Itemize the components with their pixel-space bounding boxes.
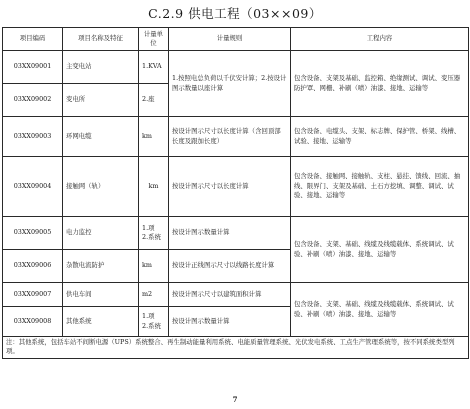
table-row: [3, 217, 469, 250]
item-unit: 2.座: [139, 84, 169, 117]
item-code: 03XX09006: [3, 250, 63, 283]
table-row: [3, 157, 469, 217]
item-unit: km: [139, 117, 169, 157]
item-code: 03XX09003: [3, 117, 63, 157]
item-rule: 按设计正线图示尺寸以线路长度计算: [169, 250, 291, 283]
item-rule: 按设计图示数量计算: [169, 217, 291, 250]
item-code: 03XX09004: [3, 157, 63, 217]
unit-line: 2.系统: [142, 321, 161, 330]
table-row: [3, 51, 469, 84]
item-rule: 按设计图示尺寸以长度计算（含回顶部长度及跟加长度）: [169, 117, 291, 157]
header-row: [3, 28, 469, 51]
unit-line: 2.系统: [142, 233, 161, 241]
table-row: [3, 117, 469, 157]
unit-line: 1.项: [142, 223, 155, 232]
unit-line: 1.项: [142, 312, 155, 321]
item-rule: 按设计图示尺寸以建筑面积计算: [169, 283, 291, 307]
item-name: 供电车间: [63, 283, 139, 307]
item-content: 包含设备、接触网、接触轨、支柱、悬挂、馈线、回流、抽线、限界门、支架及基础、土石方挖填、调整、调试、试验、接地、运输等: [291, 157, 469, 217]
header-unit: 计量单位: [139, 28, 169, 51]
table-note: 注：其他系统，包括车站不间断电源（UPS）系统整合、再生制动能量利用系统、电能质量管理系统、光伏发电系统、工点生产管理系统等，按不同系统类型列项。: [3, 337, 469, 359]
item-name: 变电所: [63, 84, 139, 117]
table-row: [3, 283, 469, 307]
item-unit: km: [139, 157, 169, 217]
item-unit: [139, 307, 169, 337]
header-content: 工程内容: [291, 28, 469, 51]
item-name: 接触网（轨）: [63, 157, 139, 217]
header-rule: 计量规则: [169, 28, 291, 51]
item-unit: m2: [139, 283, 169, 307]
page-number: 7: [232, 395, 238, 404]
item-code: 03XX09002: [3, 84, 63, 117]
item-name: 其他系统: [63, 307, 139, 337]
item-code: 03XX09001: [3, 51, 63, 84]
item-name: 电力监控: [63, 217, 139, 250]
item-unit: [139, 217, 169, 250]
item-content: 包含设备、支架及基础、监控箱、绝缘测试、调试、变压器防护罩、网栅、补刷（喷）油漆、接地、运输等: [291, 51, 469, 117]
item-unit: 1.KVA: [139, 51, 169, 84]
item-content: 包含设备、支架、基础、线缆及线缆载体、系统调试、试验、补刷（喷）油漆、接地、运输等: [291, 283, 469, 337]
item-rule: 1.按照电总负荷以千伏安计算；2.按设计图示数量以座计算: [169, 51, 291, 117]
item-name: 杂散电流防护: [63, 250, 139, 283]
item-code: 03XX09008: [3, 307, 63, 337]
item-code: 03XX09007: [3, 283, 63, 307]
item-rule: 按设计图示尺寸以长度计算: [169, 157, 291, 217]
spec-table: [2, 27, 469, 359]
item-name: 环网电缆: [63, 117, 139, 157]
item-code: 03XX09005: [3, 217, 63, 250]
note-row: [3, 337, 469, 359]
header-code: 项目编码: [3, 28, 63, 51]
item-content: 包含设备、电缆头、支架、标志牌、保护管、桥架、线槽、试验、接地、运输等: [291, 117, 469, 157]
header-name: 项目名称及特征: [63, 28, 139, 51]
item-name: 主变电站: [63, 51, 139, 84]
item-content: 包含设备、支架、基础、线缆及线缆载体、系统调试、试验、补刷（喷）油漆、接地、运输等: [291, 217, 469, 283]
item-rule: 按设计图示数量计算: [169, 307, 291, 337]
item-unit: km: [139, 250, 169, 283]
section-title: C.2.9 供电工程（03××09）: [148, 6, 322, 21]
